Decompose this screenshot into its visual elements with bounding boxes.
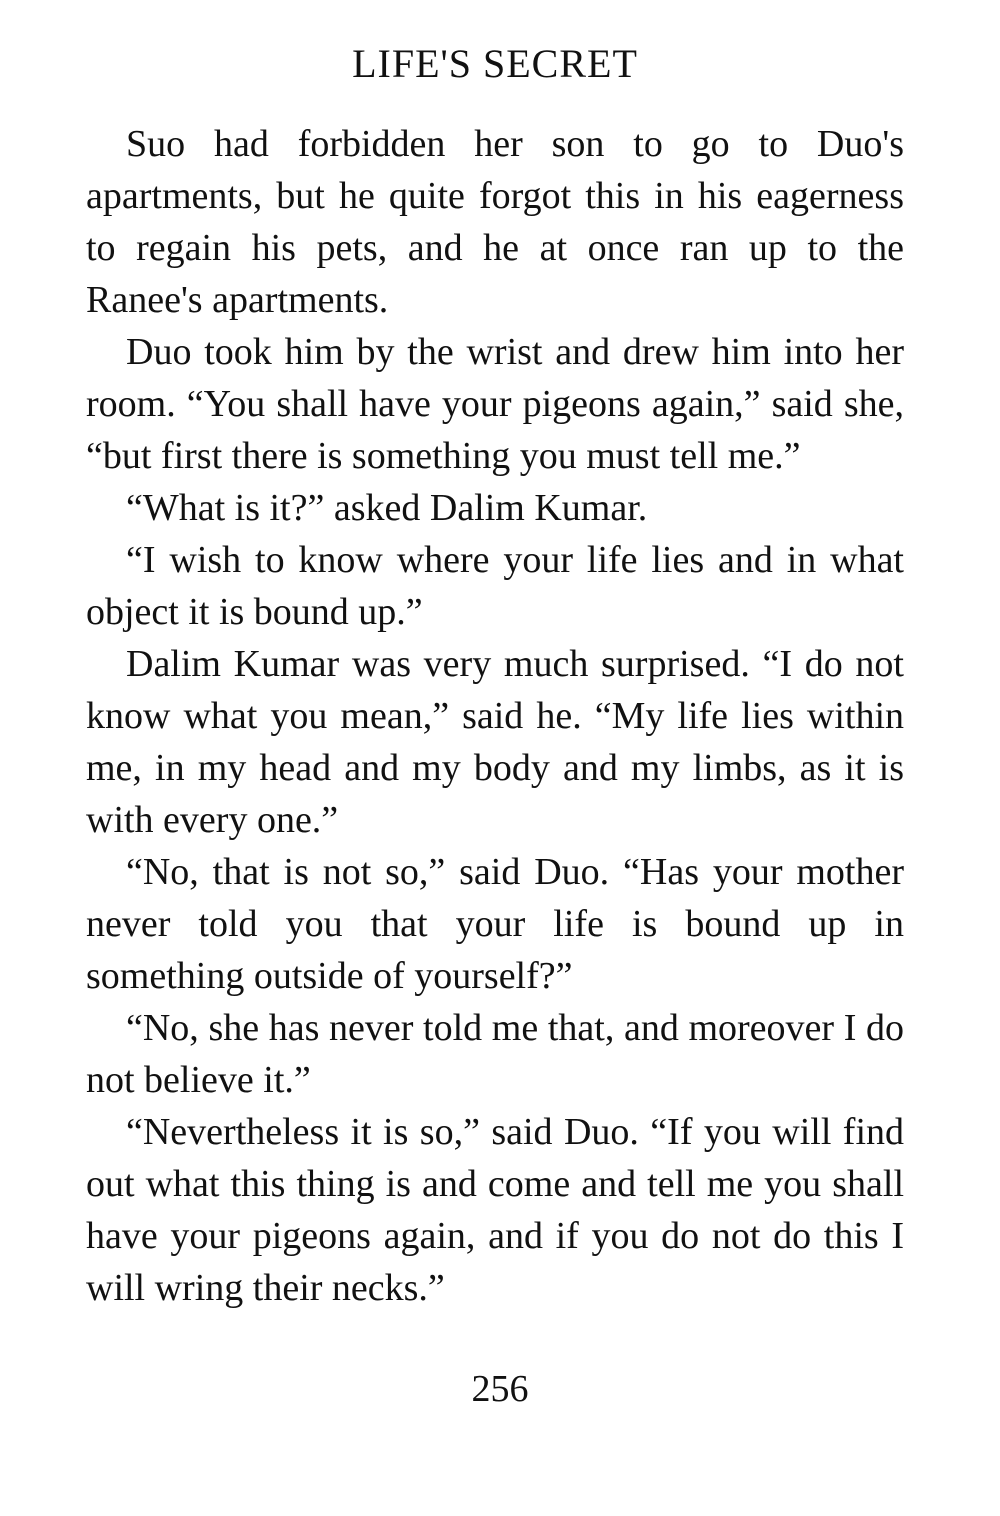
page-number: 256 [471, 1368, 529, 1410]
paragraph: Duo took him by the wrist and drew him into her room. “You shall have your pigeons again,” said she, “but first there is something you must tell me.” [86, 331, 904, 477]
paragraph: “No, she has never told me that, and moreover I do not believe it.” [86, 1007, 904, 1101]
running-title: LIFE'S SECRET [352, 41, 638, 86]
paragraph: Suo had forbidden her son to go to Duo's apartments, but he quite forgot this in his eagerness to regain his pets, and he at once ran up to the Ranee's apartments. [86, 123, 904, 321]
paragraph: “No, that is not so,” said Duo. “Has your mother never told you that your life is bound up in something outside of yourself?” [86, 851, 904, 997]
paragraph: “Nevertheless it is so,” said Duo. “If you will find out what this thing is and come and tell me you shall have your pigeons again, and if you do not do this I will wring their necks.” [86, 1111, 904, 1309]
paragraph: Dalim Kumar was very much surprised. “I do not know what you mean,” said he. “My life lies within me, in my head and my body and my limbs, as it is with every one.” [86, 643, 904, 841]
paragraph: “I wish to know where your life lies and in what object it is bound up.” [86, 539, 904, 633]
book-page [86, 36, 904, 1314]
page-body [86, 118, 904, 1314]
paragraph: “What is it?” asked Dalim Kumar. [126, 487, 648, 529]
